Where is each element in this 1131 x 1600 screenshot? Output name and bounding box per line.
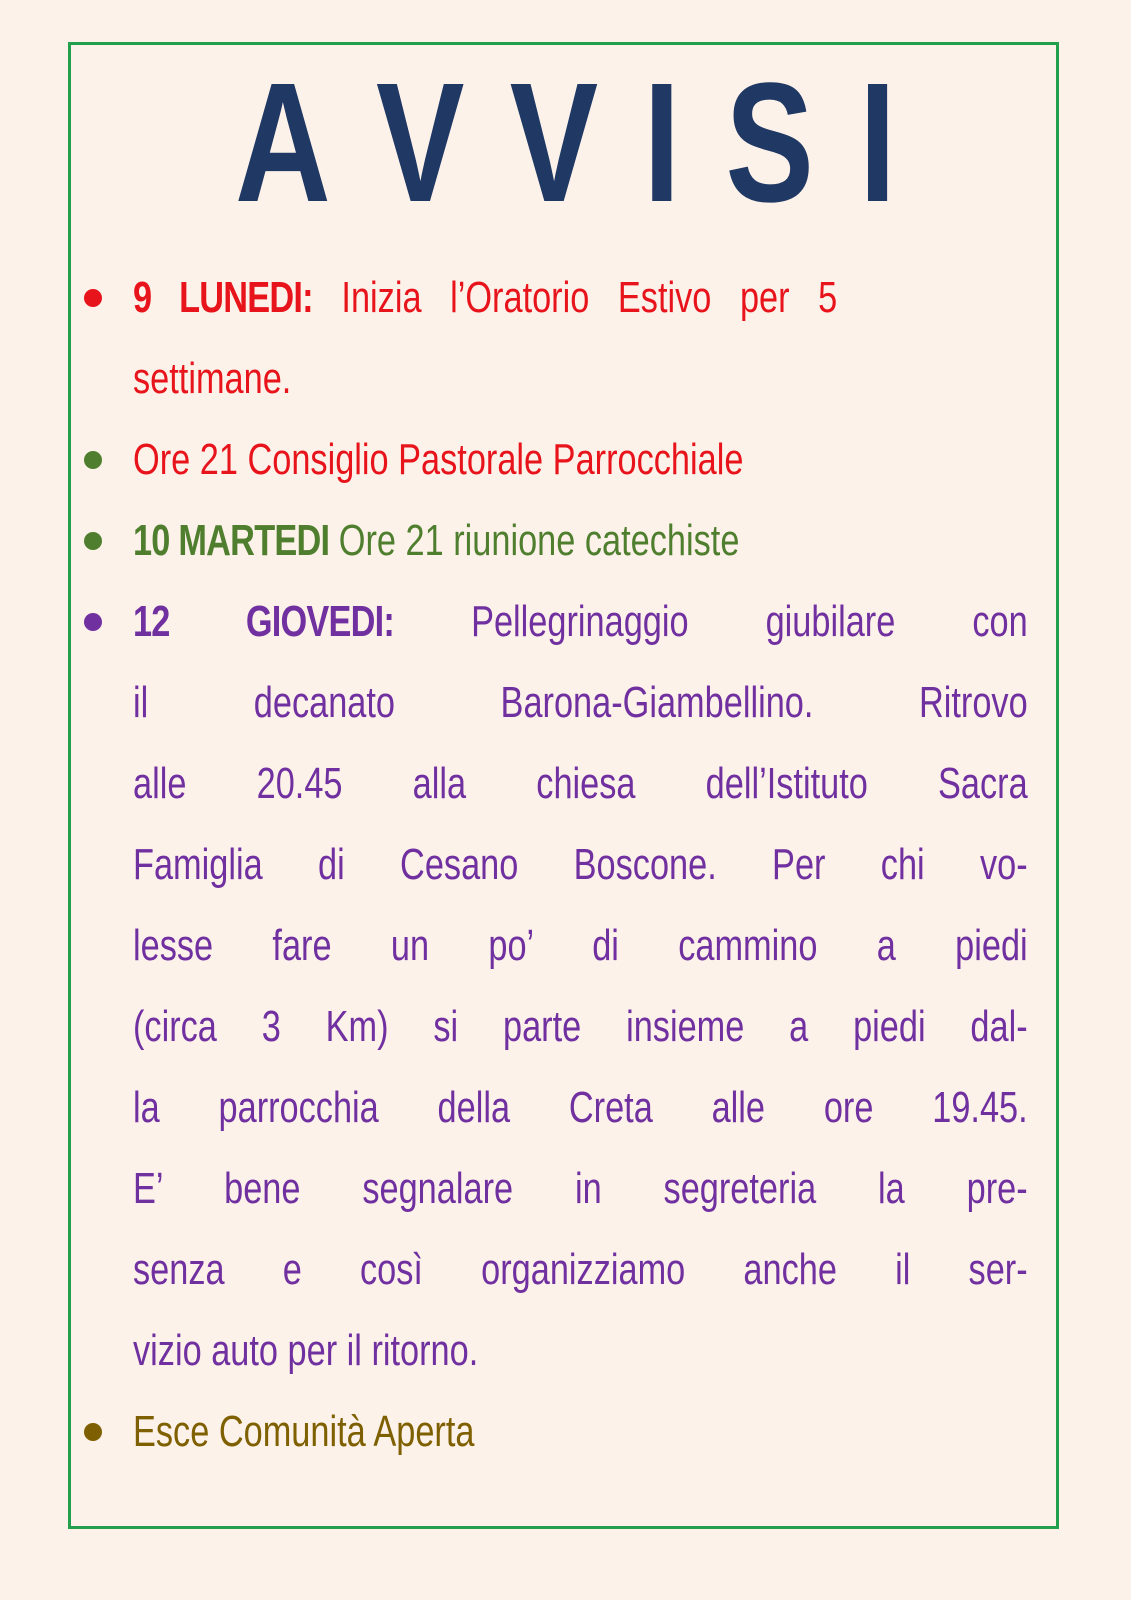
title-letter: I (859, 48, 896, 238)
notice-day-label: 12 GIOVEDI: (133, 597, 395, 646)
notice-line: il decanato Barona-Giambellino. Ritrovo (133, 678, 1028, 727)
notice-line: vizio auto per il ritorno. (133, 1326, 479, 1375)
notice-text: Pellegrinaggio giubilare con (471, 597, 1028, 646)
notice-item-thursday (0, 581, 1050, 1391)
bullet-icon (84, 1423, 102, 1441)
bullet-icon (84, 451, 102, 469)
notice-line: alle 20.45 alla chiesa dell’Istituto Sacra (133, 759, 1028, 808)
notice-item-tuesday (0, 500, 1050, 581)
notice-line: Esce Comunità Aperta (133, 1407, 475, 1456)
page-title (124, 48, 1006, 238)
notice-line: la parrocchia della Creta alle ore 19.45. (133, 1083, 1028, 1132)
notice-line (133, 500, 1028, 581)
notice-day-label: 10 MARTEDI (133, 516, 330, 565)
notice-line: Famiglia di Cesano Boscone. Per chi vo- (133, 840, 1028, 889)
notice-line: senza e così organizziamo anche il ser- (133, 1245, 1028, 1294)
title-letter: I (643, 48, 681, 238)
title-letter: A (234, 48, 331, 238)
notice-text: Ore 21 riunione catechiste (338, 516, 740, 565)
notice-text: Inizia l’Oratorio Estivo per 5 (341, 273, 838, 322)
notice-list (0, 257, 1050, 1472)
notice-item-council (0, 419, 1050, 500)
notice-line: lesse fare un po’ di cammino a piedi (133, 921, 1028, 970)
notice-line (133, 257, 1028, 338)
title-letter: V (376, 48, 465, 238)
notice-day-label: 9 LUNEDI: (133, 273, 313, 322)
bullet-icon (84, 532, 102, 550)
title-letter: S (725, 48, 814, 238)
notice-line: settimane. (133, 354, 292, 403)
notice-line: Ore 21 Consiglio Pastorale Parrocchiale (133, 435, 744, 484)
notice-item-monday (0, 257, 1050, 419)
title-letter: V (509, 48, 599, 238)
notice-line: (circa 3 Km) si parte insieme a piedi dal- (133, 1002, 1028, 1051)
bullet-icon (84, 289, 102, 307)
notice-line (133, 581, 1028, 662)
notice-line: E’ bene segnalare in segreteria la pre- (133, 1164, 1028, 1213)
notice-item-bulletin (0, 1391, 1050, 1472)
bullet-icon (84, 613, 102, 631)
